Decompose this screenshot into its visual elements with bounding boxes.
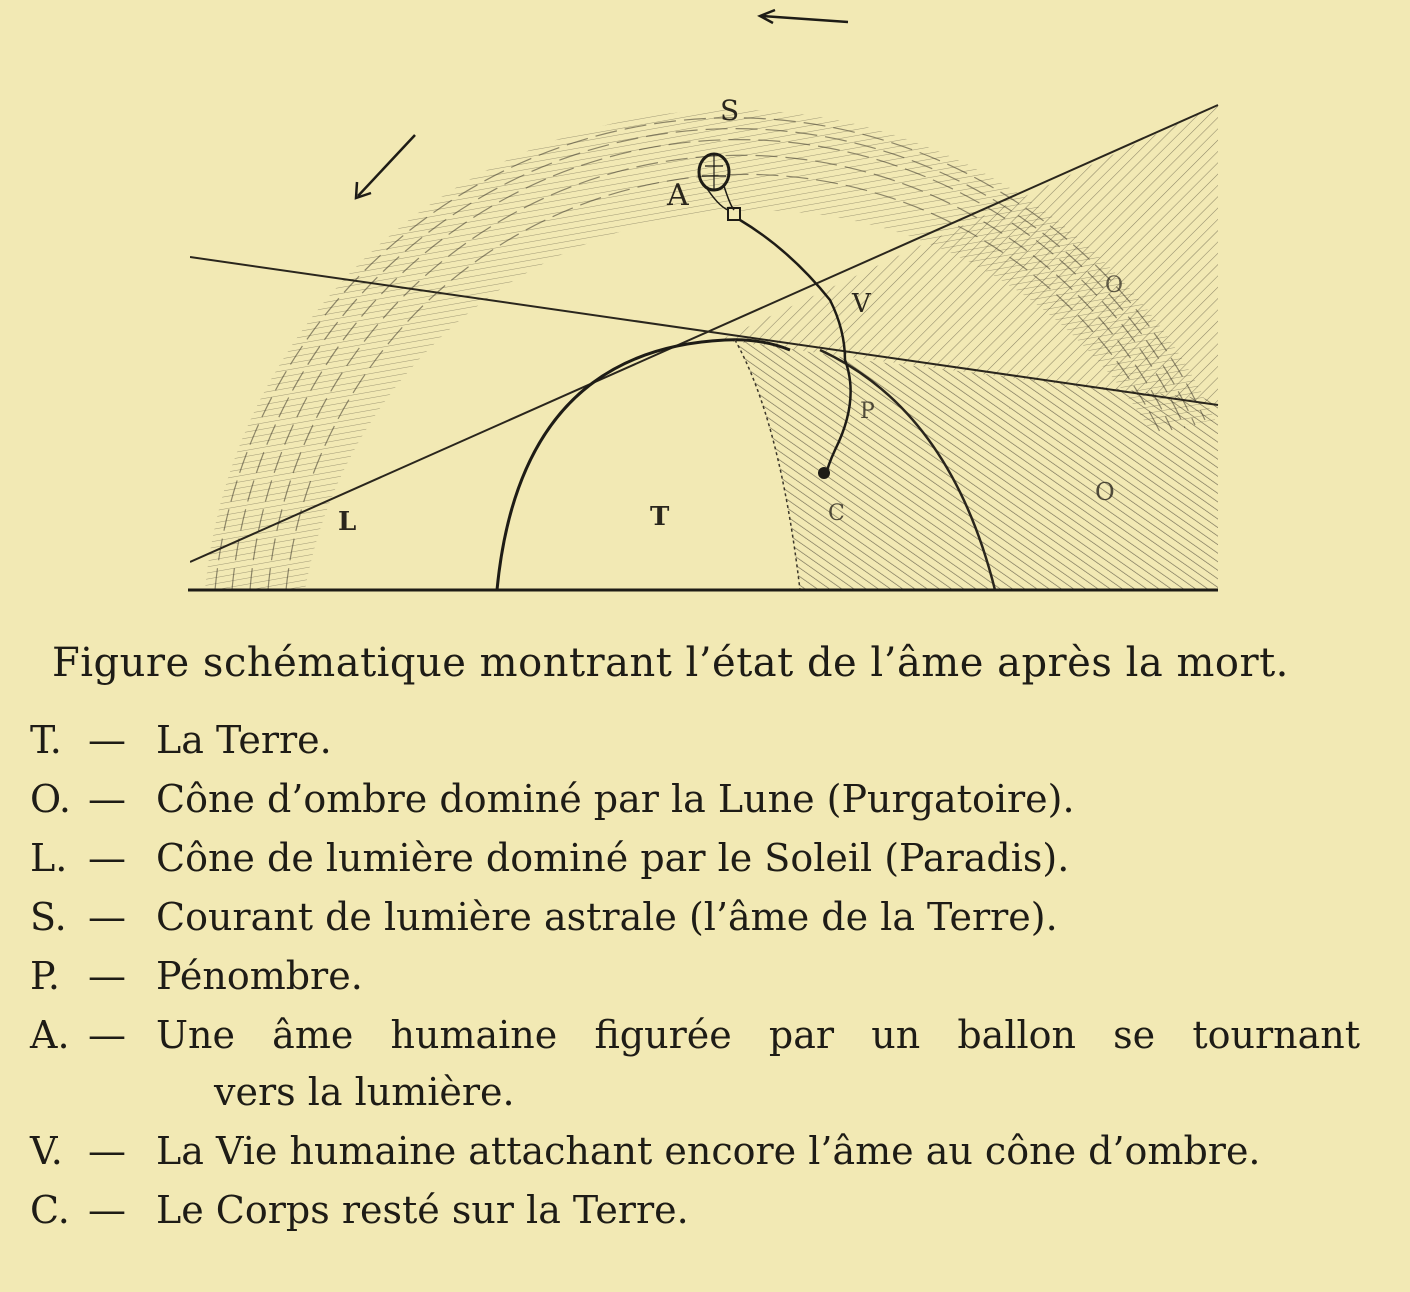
legend-row-S: [30, 895, 1360, 954]
label-V: V: [852, 289, 871, 319]
legend-dash: —: [88, 895, 126, 939]
legend-row-T: [30, 718, 1360, 777]
legend-key: V.: [30, 1129, 63, 1173]
legend-dash: —: [88, 836, 126, 880]
label-O-shadow: O: [1095, 478, 1115, 506]
legend-key: S.: [30, 895, 67, 939]
legend-key: A.: [30, 1013, 70, 1057]
legend-key: O.: [30, 777, 72, 821]
label-S: S: [720, 94, 740, 127]
legend-row-A: [30, 1013, 1360, 1072]
label-A: A: [667, 178, 689, 213]
earth-outline: [497, 340, 790, 590]
legend-text: La Terre.: [156, 718, 332, 762]
label-C: C: [828, 501, 845, 526]
label-O-light: O: [1105, 273, 1124, 298]
legend-key: T.: [30, 718, 62, 762]
legend-continuation: vers la lumière.: [214, 1070, 515, 1114]
legend-dash: —: [88, 1013, 126, 1057]
legend-text: Le Corps resté sur la Terre.: [156, 1188, 689, 1232]
legend-key: P.: [30, 954, 60, 998]
legend-row-O: [30, 777, 1360, 836]
legend-row-L: [30, 836, 1360, 895]
legend-row-V: [30, 1129, 1360, 1188]
legend-row-C: [30, 1188, 1360, 1247]
legend-text: Une âme humaine figurée par un ballon se tournant: [156, 1013, 1360, 1057]
legend-text: Cône de lumière dominé par le Soleil (Paradis).: [156, 836, 1070, 880]
schematic-figure: [0, 0, 1410, 630]
legend-text: Courant de lumière astrale (l’âme de la Terre).: [156, 895, 1058, 939]
body-on-earth: [818, 467, 830, 479]
label-T: T: [650, 502, 670, 532]
legend-text: Cône d’ombre dominé par la Lune (Purgatoire).: [156, 777, 1075, 821]
legend-dash: —: [88, 777, 126, 821]
legend-text: La Vie humaine attachant encore l’âme au cône d’ombre.: [156, 1129, 1261, 1173]
legend-dash: —: [88, 1188, 126, 1232]
legend-key: C.: [30, 1188, 70, 1232]
legend-text: Pénombre.: [156, 954, 363, 998]
legend-row-P: [30, 954, 1360, 1013]
arrow-left-icon: [356, 135, 415, 198]
label-P: P: [860, 399, 875, 424]
legend-key: L.: [30, 836, 68, 880]
legend-dash: —: [88, 1129, 126, 1173]
legend: [30, 718, 1360, 1247]
label-L: L: [338, 507, 357, 537]
legend-dash: —: [88, 718, 126, 762]
figure-caption: Figure schématique montrant l’état de l’âme après la mort.: [52, 640, 1289, 686]
arrow-top-icon: [760, 10, 848, 23]
legend-dash: —: [88, 954, 126, 998]
